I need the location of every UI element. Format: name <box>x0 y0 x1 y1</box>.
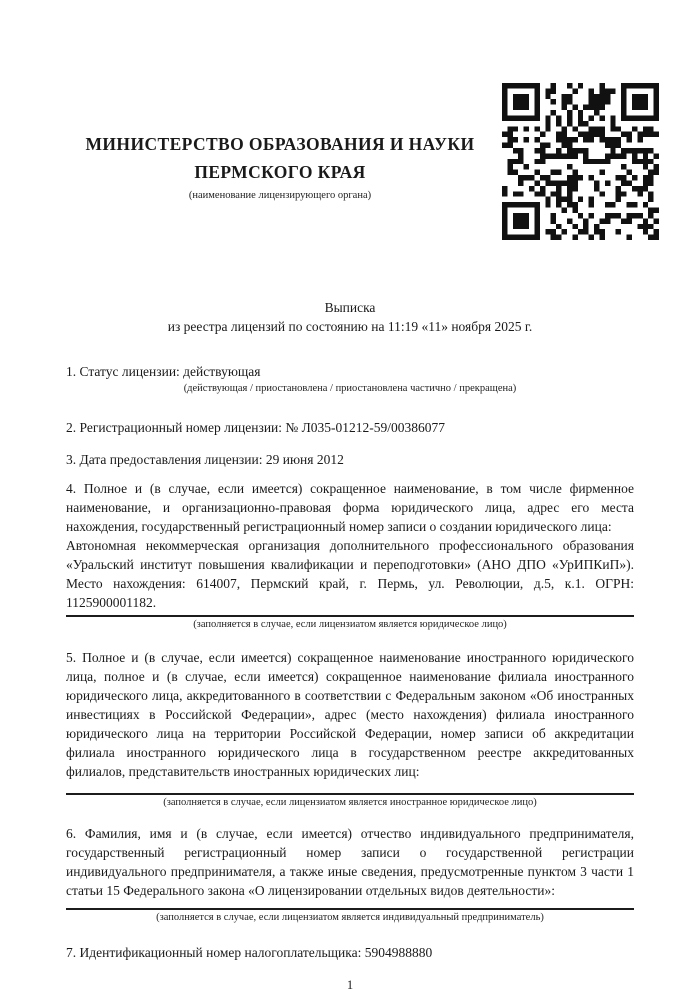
foreign-entity-description: 5. Полное и (в случае, если имеется) сокращенное наименование иностранного юридического лица, полное и (в случае, если имеется) сокращенное наименование филиала иностранного юридического лица, аккредитованного в соответствии с Федеральным законом «Об иностранных инвестициях в Российской Федерации», адрес (место нахождения) филиала иностранного юридического лица на территории Российской Федерации, номер записи об аккредитации филиала иностранного юридического лица в государственном реестре аккредитованных филиалов, представительств иностранных юридических лиц: <box>66 650 634 779</box>
authority-name-line2: ПЕРМСКОГО КРАЯ <box>194 162 366 182</box>
title-line2: из реестра лицензий по состоянию на 11:19 «11» ноября 2025 г. <box>167 319 533 334</box>
item-license-status <box>66 362 634 396</box>
license-status-options-note: (действующая / приостановлена / приостановлена частично / прекращена) <box>183 383 517 394</box>
license-status-value: 1. Статус лицензии: действующая <box>66 364 261 379</box>
document-title <box>66 298 634 336</box>
foreign-entity-note: (заполняется в случае, если лицензиатом является иностранное юридическое лицо) <box>163 797 537 808</box>
authority-caption: (наименование лицензирующего органа) <box>188 190 372 201</box>
item-foreign-entity <box>66 648 634 810</box>
item-individual-entrepreneur <box>66 824 634 925</box>
item-grant-date: 3. Дата предоставления лицензии: 29 июня 2012 <box>66 452 344 467</box>
title-line1: Выписка <box>324 300 376 315</box>
item-legal-entity <box>66 479 634 632</box>
item-registration-number: 2. Регистрационный номер лицензии: № Л035-01212-59/00386077 <box>66 420 446 435</box>
page-number: 1 <box>346 978 354 989</box>
legal-entity-note: (заполняется в случае, если лицензиатом является юридическое лицо) <box>193 619 507 630</box>
document-body <box>66 0 634 989</box>
individual-description: 6. Фамилия, имя и (в случае, если имеется) отчество индивидуального предпринимателя, государственный регистрационный номер записи о государственной регистрации индивидуального предпринимателя, а также иные сведения, предусмотренные пунктом 3 части 1 статьи 15 Федерального закона «О лицензировании отдельных видов деятельности»: <box>66 826 634 898</box>
authority-name-line1: МИНИСТЕРСТВО ОБРАЗОВАНИЯ И НАУКИ <box>85 134 475 154</box>
legal-entity-description: 4. Полное и (в случае, если имеется) сокращенное наименование, в том числе фирменное наименование, и организационно-правовая форма юридического лица, адрес его места нахождения, государственный регистрационный номер записи о создании юридического лица: <box>66 481 634 534</box>
individual-note: (заполняется в случае, если лицензиатом является индивидуальный предприниматель) <box>156 912 544 923</box>
legal-entity-value: Автономная некоммерческая организация дополнительного профессионального образования «Уральский институт повышения квалификации и переподготовки» (АНО ДПО «УрИПКиП»). Место нахождения: 614007, Пермский край, г. Пермь, ул. Революции, д.5, к.1. ОГРН: 1125900001182. <box>66 538 634 610</box>
item-taxpayer-number: 7. Идентификационный номер налогоплательщика: 5904988880 <box>66 945 433 960</box>
